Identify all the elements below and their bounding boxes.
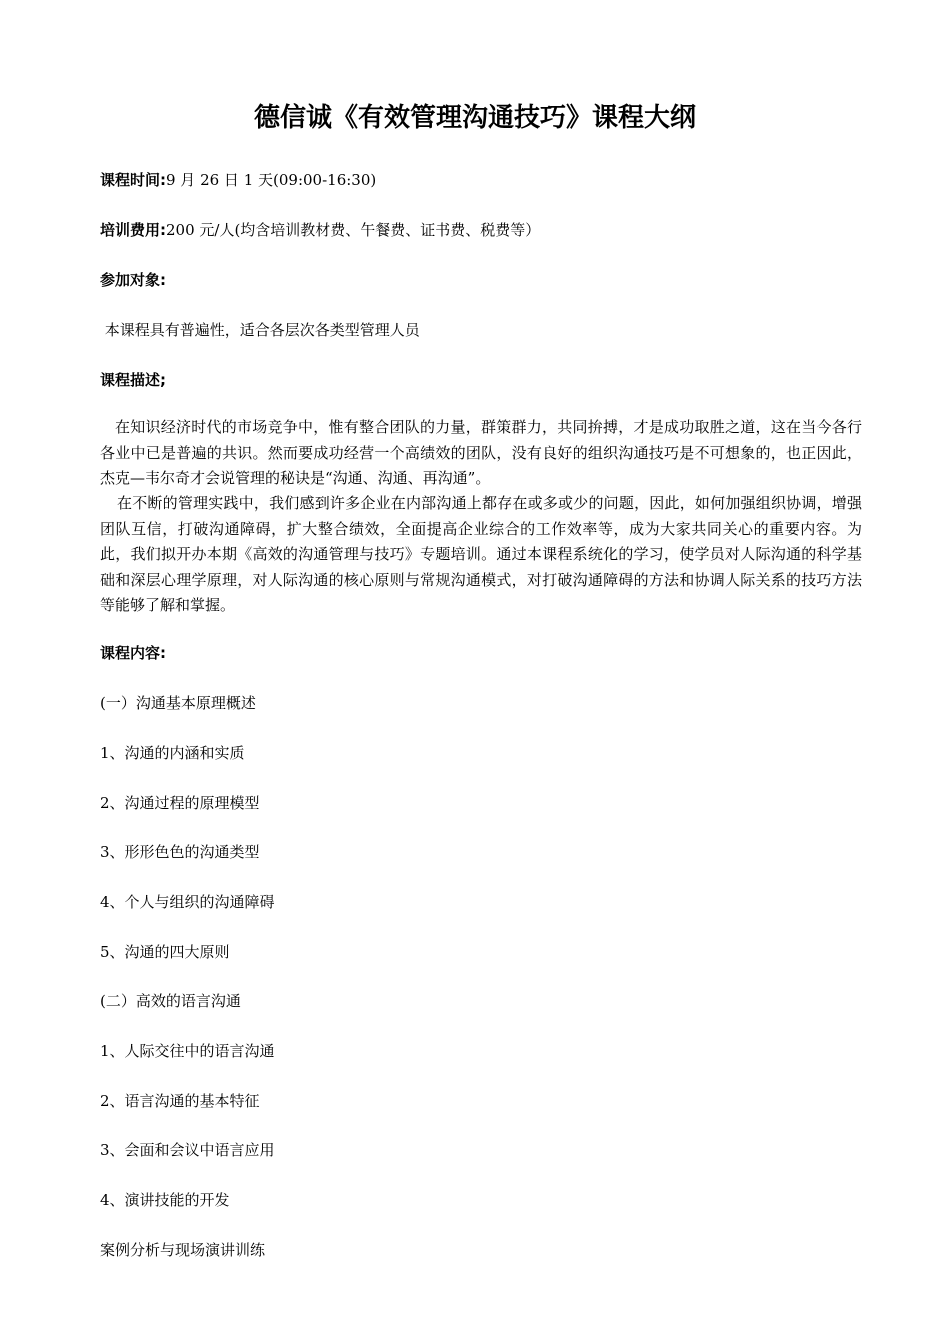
description-paragraph-1: 在知识经济时代的市场竞争中，惟有整合团队的力量，群策群力，共同拚搏，才是成功取胜之道，这在当今各行各业中已是普遍的共识。然而要成功经营一个高绩效的团队，没有良好的组织沟通技巧是不可想象的，也正因此，杰克—韦尔奇才会说管理的秘诀是“沟通、沟通、再沟通”。 — [100, 418, 862, 487]
content-item: 2、沟通过程的原理模型 — [100, 794, 260, 812]
course-time-value: 9 月 26 日 1 天(09:00-16:30) — [166, 171, 377, 189]
audience-label: 参加对象: — [100, 271, 166, 289]
content-item: 1、人际交往中的语言沟通 — [100, 1042, 275, 1060]
content-label-line — [100, 640, 865, 666]
content-item: 2、语言沟通的基本特征 — [100, 1092, 260, 1110]
content-item: 1、沟通的内涵和实质 — [100, 744, 245, 762]
description-label: 课程描述; — [100, 371, 166, 389]
description-label-line — [100, 367, 865, 393]
audience-label-line — [100, 267, 865, 293]
fee-value: 200 元/人(均含培训教材费、午餐费、证书费、税费等） — [166, 221, 541, 239]
fee-label: 培训费用: — [100, 221, 166, 239]
content-item: 5、沟通的四大原则 — [100, 943, 230, 961]
content-section-1: (一）沟通基本原理概述 — [100, 694, 256, 712]
fee-line — [100, 217, 865, 243]
audience-value: 本课程具有普遍性，适合各层次各类型管理人员 — [100, 321, 420, 339]
content-item: 3、形形色色的沟通类型 — [100, 843, 260, 861]
description-paragraph-2: 在不断的管理实践中，我们感到许多企业在内部沟通上都存在或多或少的问题，因此，如何加强组织协调，增强团队互信，打破沟通障碍，扩大整合绩效，全面提高企业综合的工作效率等，成为大家共同关心的重要内容。为此，我们拟开办本期《高效的沟通管理与技巧》专题培训。通过本课程系统化的学习，使学员对人际沟通的科学基础和深层心理学原理，对人际沟通的核心原则与常规沟通模式，对打破沟通障碍的方法和协调人际关系的技巧方法等能够了解和掌握。 — [100, 494, 862, 614]
content-label: 课程内容: — [100, 644, 166, 662]
content-item: 案例分析与现场演讲训练 — [100, 1241, 266, 1259]
content-item: 4、个人与组织的沟通障碍 — [100, 893, 275, 911]
course-time-line — [100, 167, 865, 193]
course-time-label: 课程时间: — [100, 171, 166, 189]
content-item: 3、会面和会议中语言应用 — [100, 1141, 275, 1159]
content-item: 4、演讲技能的开发 — [100, 1191, 230, 1209]
document-title: 德信诚《有效管理沟通技巧》课程大纲 — [253, 103, 696, 133]
content-section-2: (二）高效的语言沟通 — [100, 992, 241, 1010]
